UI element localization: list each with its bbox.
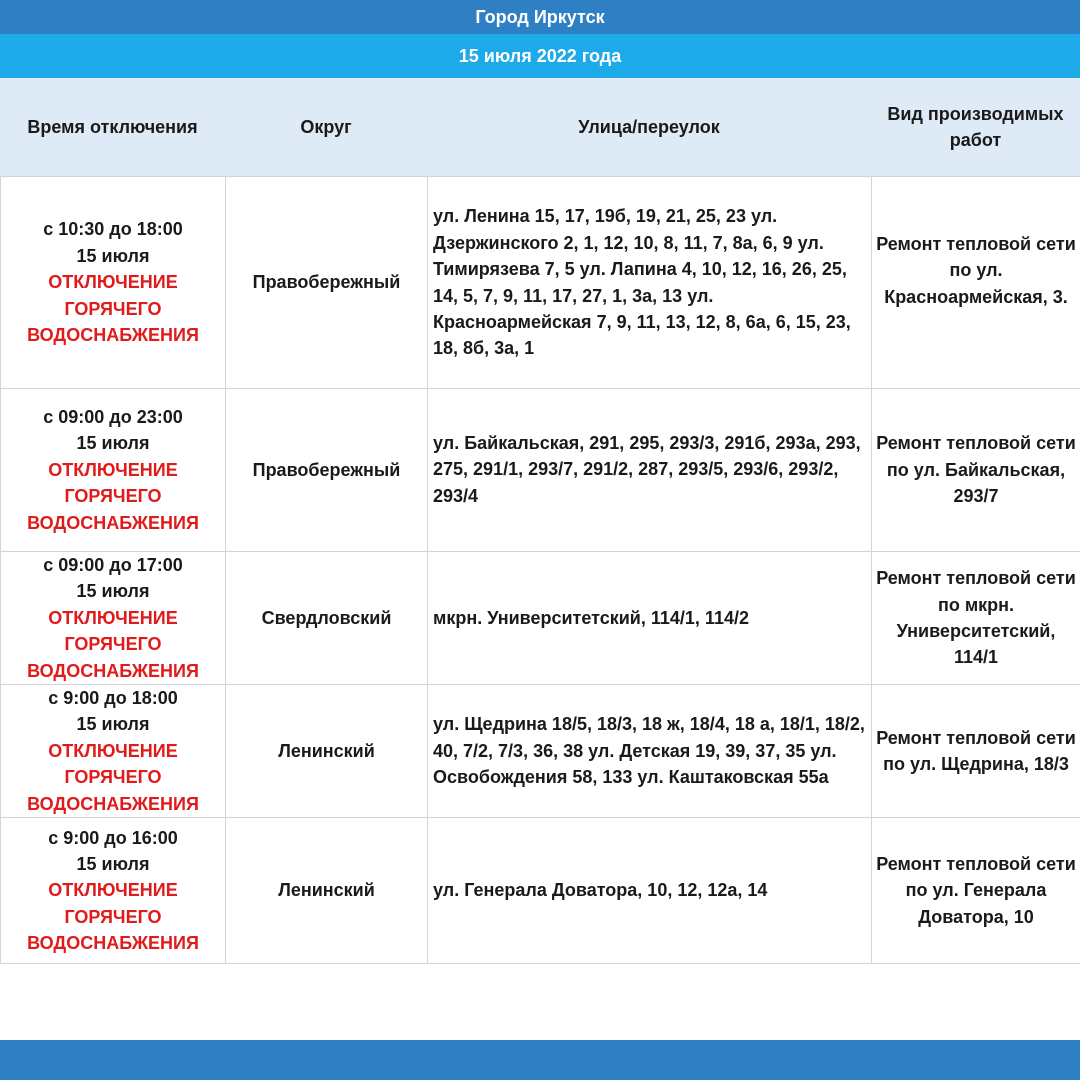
outage-status: ОТКЛЮЧЕНИЕ ГОРЯЧЕГО ВОДОСНАБЖЕНИЯ: [27, 272, 199, 346]
column-header-district: Округ: [300, 117, 352, 137]
date-title: 15 июля 2022 года: [0, 34, 1080, 78]
outage-status: ОТКЛЮЧЕНИЕ ГОРЯЧЕГО ВОДОСНАБЖЕНИЯ: [27, 459, 199, 533]
time-cell: [1, 685, 226, 818]
street-cell: мкрн. Университетский, 114/1, 114/2: [428, 552, 872, 685]
table-row: [1, 552, 1080, 685]
work-cell: Ремонт тепловой сети по ул. Щедрина, 18/3: [872, 685, 1080, 818]
time-cell: [1, 552, 226, 685]
district-cell: Свердловский: [226, 552, 428, 685]
table-row: [1, 818, 1080, 964]
column-header-time: Время отключения: [27, 117, 198, 137]
time-range: с 09:00 до 23:00: [43, 406, 183, 427]
footer-bar: [0, 1040, 1080, 1080]
time-day: 15 июля: [76, 581, 150, 602]
time-day: 15 июля: [76, 245, 150, 266]
outage-table: [0, 176, 1080, 964]
table-header: [0, 78, 1080, 176]
work-cell: Ремонт тепловой сети по ул. Генерала Доватора, 10: [872, 818, 1080, 964]
work-cell: Ремонт тепловой сети по мкрн. Университетский, 114/1: [872, 552, 1080, 685]
street-cell: ул. Генерала Доватора, 10, 12, 12а, 14: [428, 818, 872, 964]
time-cell: [1, 389, 226, 552]
time-day: 15 июля: [76, 714, 150, 735]
time-day: 15 июля: [76, 433, 150, 454]
time-cell: [1, 177, 226, 389]
time-day: 15 июля: [76, 853, 150, 874]
time-range: с 9:00 до 16:00: [48, 827, 178, 848]
work-cell: Ремонт тепловой сети по ул. Красноармейская, 3.: [872, 177, 1080, 389]
outage-status: ОТКЛЮЧЕНИЕ ГОРЯЧЕГО ВОДОСНАБЖЕНИЯ: [27, 740, 199, 814]
district-cell: Ленинский: [226, 818, 428, 964]
district-cell: Правобережный: [226, 177, 428, 389]
column-header-work: Вид производимых работ: [887, 104, 1064, 150]
street-cell: ул. Байкальская, 291, 295, 293/3, 291б, 293а, 293, 275, 291/1, 293/7, 291/2, 287, 293/5, 293/6, 293/2, 293/4: [428, 389, 872, 552]
time-cell: [1, 818, 226, 964]
time-range: с 9:00 до 18:00: [48, 688, 178, 709]
column-header-street: Улица/переулок: [578, 117, 720, 137]
district-cell: Ленинский: [226, 685, 428, 818]
outage-status: ОТКЛЮЧЕНИЕ ГОРЯЧЕГО ВОДОСНАБЖЕНИЯ: [27, 607, 199, 681]
outage-status: ОТКЛЮЧЕНИЕ ГОРЯЧЕГО ВОДОСНАБЖЕНИЯ: [27, 880, 199, 954]
district-cell: Правобережный: [226, 389, 428, 552]
table-row: [1, 685, 1080, 818]
table-row: [1, 389, 1080, 552]
city-title: Город Иркутск: [0, 0, 1080, 34]
time-range: с 10:30 до 18:00: [43, 219, 183, 240]
work-cell: Ремонт тепловой сети по ул. Байкальская, 293/7: [872, 389, 1080, 552]
street-cell: ул. Ленина 15, 17, 19б, 19, 21, 25, 23 ул. Дзержинского 2, 1, 12, 10, 8, 11, 7, 8а, 6, 9 ул. Тимирязева 7, 5 ул. Лапина 4, 10, 12, 16, 26, 25, 14, 5, 7, 9, 11, 17, 27, 1, 3а, 13 ул. Красноармейская 7, 9, 11, 13, 12, 8, 6а, 6, 15, 23, 18, 8б, 3а, 1: [428, 177, 872, 389]
street-cell: ул. Щедрина 18/5, 18/3, 18 ж, 18/4, 18 а, 18/1, 18/2, 40, 7/2, 7/3, 36, 38 ул. Детская 19, 39, 37, 35 ул. Освобождения 58, 133 ул. Каштаковская 55а: [428, 685, 872, 818]
table-row: [1, 177, 1080, 389]
time-range: с 09:00 до 17:00: [43, 555, 183, 575]
